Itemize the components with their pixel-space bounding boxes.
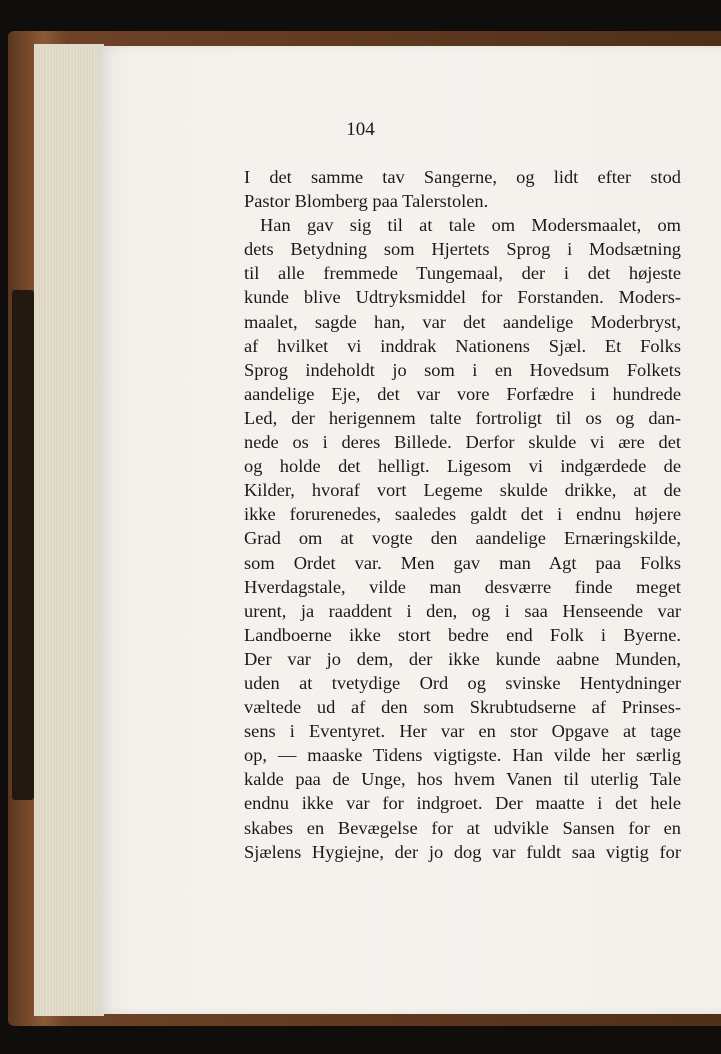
text-line: dets Betydning som Hjertets Sprog i Modsætning (244, 239, 681, 260)
text-line: op, — maaske Tidens vigtigste. Han vilde her særlig (244, 745, 681, 766)
page-edges (34, 44, 104, 1016)
text-line: Der var jo dem, der ikke kunde aabne Munden, (244, 648, 681, 669)
text-line: Grad om at vogte den aandelige Ernæringskilde, (244, 528, 681, 549)
body-text (244, 165, 681, 864)
text-line: uden at tvetydige Ord og svinske Hentydninger (244, 672, 681, 693)
text-line: Han gav sig til at tale om Modersmaalet, om (260, 215, 681, 236)
text-line: kalde paa de Unge, hos hvem Vanen til uterlig Tale (244, 769, 681, 790)
cover-shadow (12, 290, 34, 800)
text-line: urent, ja raaddent i den, og i saa Henseende var (244, 600, 681, 621)
text-line: kunde blive Udtryksmiddel for Forstanden. Moders- (244, 287, 681, 308)
text-line: endnu ikke var for indgroet. Der maatte i det hele (244, 793, 681, 814)
text-line: skabes en Bevægelse for at udvikle Sansen for en (244, 817, 681, 838)
text-line: Landboerne ikke stort bedre end Folk i Byerne. (244, 624, 681, 645)
text-line: maalet, sagde han, var det aandelige Moderbryst, (244, 311, 681, 332)
text-line: Pastor Blomberg paa Talerstolen. (244, 191, 489, 212)
text-line: sens i Eventyret. Her var en stor Opgave at tage (244, 721, 681, 742)
text-line: Hverdagstale, vilde man desværre finde meget (244, 576, 681, 597)
text-line: til alle fremmede Tungemaal, der i det højeste (244, 263, 681, 284)
text-line: og holde det helligt. Ligesom vi indgærdede de (244, 456, 681, 477)
text-line: nede os i deres Billede. Derfor skulde vi ære det (244, 432, 681, 453)
text-line: I det samme tav Sangerne, og lidt efter stod (244, 167, 681, 187)
text-line: Led, der herigennem talte fortroligt til os og dan- (244, 407, 681, 428)
text-line: aandelige Eje, det var vore Forfædre i hundrede (244, 383, 681, 404)
text-line: Sprog indeholdt jo som i en Hovedsum Folkets (244, 359, 681, 380)
text-line: væltede ud af den som Skrubtudserne af Prinses- (244, 697, 681, 718)
page-number: 104 (346, 119, 375, 140)
text-line: af hvilket vi inddrak Nationens Sjæl. Et Folks (244, 335, 681, 356)
text-line: ikke forurenedes, saaledes galdt det i endnu højere (244, 504, 681, 525)
text-line: Sjælens Hygiejne, der jo dog var fuldt saa vigtig for (244, 841, 681, 862)
text-line: Kilder, hvoraf vort Legeme skulde drikke, at de (244, 480, 681, 501)
text-line: som Ordet var. Men gav man Agt paa Folks (244, 552, 681, 573)
